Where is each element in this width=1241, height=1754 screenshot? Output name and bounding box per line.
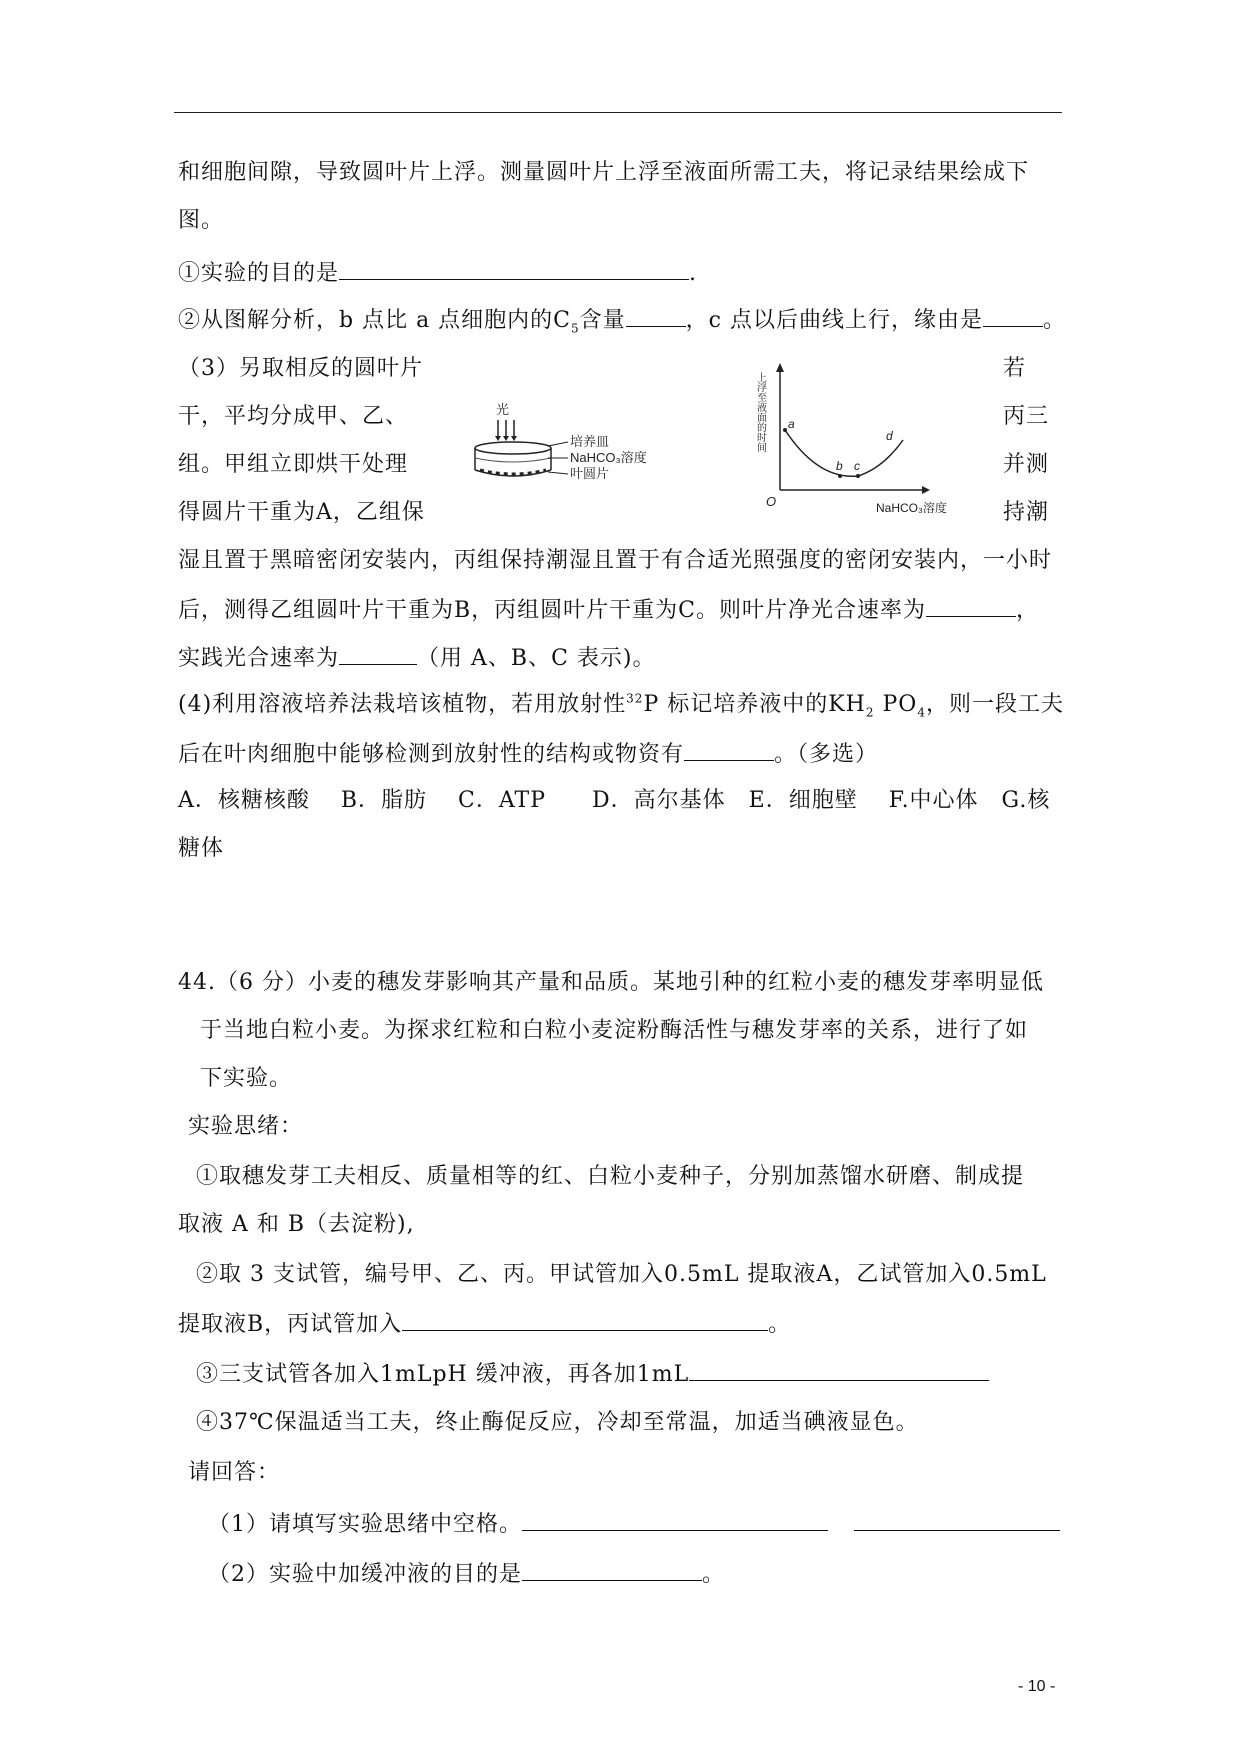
subscript: 2 (865, 705, 875, 720)
paragraph-line: ①取穗发芽工夫相反、质量相等的红、白粒小麦种子，分别加蒸馏水研磨、制成提 (196, 1164, 1025, 1189)
answer-blank[interactable] (626, 304, 686, 327)
paragraph-line: 取液 A 和 B（去淀粉), (178, 1212, 415, 1237)
options-line: A．核糖核酸 B．脂肪 C．ATP D．高尔基体 E．细胞壁 F.中心体 G.核 (178, 788, 1051, 813)
subscript: 4 (917, 705, 926, 720)
page-number: - 10 - (1018, 1678, 1056, 1695)
question-text: PO (874, 692, 918, 717)
subscript: 5 (571, 321, 580, 336)
solution-label: NaHCO₃溶度 (570, 450, 647, 465)
paragraph-line: 下实验。 (200, 1066, 293, 1091)
point-b (838, 474, 842, 478)
answer-blank[interactable] (684, 738, 774, 761)
paragraph-line: （3）另取相反的圆叶片 (178, 356, 423, 381)
question-text: （2）实验中加缓冲液的目的是 (208, 1562, 522, 1587)
question-text: ，c 点以后曲线上行，缘由是 (685, 308, 983, 333)
punct: . (689, 261, 698, 286)
question-text: 。（多选） (774, 742, 879, 767)
point-c (856, 474, 860, 478)
paragraph-line: 组。甲组立即烘干处理 (178, 452, 409, 477)
paragraph-line (208, 1558, 725, 1590)
header-rule (174, 112, 1062, 113)
point-d-label: d (886, 429, 893, 443)
paragraph-line: 干，平均分成甲、乙、 (178, 404, 409, 429)
answer-blank[interactable] (402, 1308, 768, 1331)
answer-blank[interactable] (522, 1558, 702, 1581)
question-text: （用 A、B、C 表示)。 (417, 646, 656, 671)
paragraph-line: ②取 3 支试管，编号甲、乙、丙。甲试管加入0.5mL 提取液A，乙试管加入0.5mL (196, 1262, 1047, 1287)
paragraph-line: 并测 (1003, 452, 1050, 477)
answer-blank[interactable] (339, 642, 417, 665)
question-text: ①实验的目的是 (178, 261, 340, 286)
origin-label: O (766, 494, 777, 509)
answer-blank[interactable] (983, 304, 1043, 327)
solution-level (475, 458, 551, 462)
point-b-label: b (836, 459, 843, 473)
disc-label: 叶圆片 (570, 466, 610, 481)
paragraph-line: 请回答： (188, 1460, 281, 1485)
paragraph-line: 于当地白粒小麦。为探求红粒和白粒小麦淀粉酶活性与穗发芽率的关系，进行了如 (200, 1018, 1029, 1043)
light-label: 光 (496, 402, 510, 417)
paragraph-line: 图。 (178, 208, 225, 233)
question-text: P 标记培养液中的KH (643, 692, 866, 717)
question-1 (178, 257, 697, 289)
question-text: 后，测得乙组圆叶片干重为B，丙组圆叶片干重为C。则叶片净光合速率为 (178, 598, 927, 623)
paragraph-line: 湿且置于黑暗密闭安装内，丙组保持潮湿且置于有合适光照强度的密闭安装内，一小时 (178, 548, 1053, 573)
question-text: 实践光合速率为 (178, 646, 340, 671)
point-a-label: a (788, 417, 795, 431)
point-a (783, 428, 787, 432)
paragraph-line (196, 1358, 989, 1390)
paragraph-line (178, 738, 878, 770)
paragraph-line (178, 594, 1039, 626)
answer-blank[interactable] (689, 1358, 989, 1381)
punct: 。 (1043, 308, 1067, 333)
point-c-label: c (854, 459, 860, 473)
y-axis-label: 上浮至液面的时间 (754, 372, 766, 452)
paragraph-line: 若 (1003, 356, 1027, 381)
question-2 (178, 304, 1066, 336)
float-time-graph (754, 360, 958, 520)
punct: 。 (768, 1312, 792, 1337)
leaf-discs (480, 470, 546, 474)
apparatus-figure (468, 400, 668, 500)
question-text: 含量 (579, 308, 626, 333)
paragraph-line (178, 690, 1064, 720)
paragraph-line: 44.（6 分）小麦的穗发芽影响其产量和品质。某地引种的红粒小麦的穗发芽率明显低 (178, 970, 1044, 995)
paragraph-line (178, 642, 655, 674)
paragraph-line: ④37℃保温适当工夫，终止酶促反应，冷却至常温，加适当碘液显色。 (196, 1410, 919, 1435)
paragraph-line: 得圆片干重为A，乙组保 (178, 500, 425, 525)
x-axis-label: NaHCO₃溶度 (876, 501, 947, 515)
paragraph-line: 持潮 (1003, 500, 1050, 525)
dish-rim (475, 442, 551, 454)
paragraph-line: 和细胞间隙，导致圆叶片上浮。测量圆叶片上浮至液面所需工夫，将记录结果绘成下 (178, 160, 1030, 185)
answer-blank[interactable] (522, 1508, 828, 1531)
paragraph-line: 实验思绪： (188, 1114, 304, 1139)
options-line: 糖体 (178, 836, 225, 861)
question-text: (4)利用溶液培养法栽培该植物，若用放射性 (178, 692, 627, 717)
question-text: （1）请填写实验思绪中空格。 (208, 1512, 522, 1537)
question-text: ②从图解分析，b 点比 a 点细胞内的C (178, 308, 572, 333)
paragraph-line (178, 1308, 791, 1340)
dish-label: 培养皿 (570, 434, 610, 449)
answer-blank[interactable] (926, 594, 1016, 617)
punct: 。 (702, 1562, 726, 1587)
answer-blank[interactable] (339, 257, 689, 280)
punct: ， (1016, 598, 1040, 623)
question-text: ③三支试管各加入1mLpH 缓冲液，再各加1mL (196, 1362, 690, 1387)
question-text: ，则一段工夫 (926, 692, 1065, 717)
paragraph-line (208, 1508, 1060, 1540)
paragraph-line: 丙三 (1003, 404, 1050, 429)
question-text: 提取液B，丙试管加入 (178, 1312, 403, 1337)
superscript: 32 (626, 691, 644, 706)
answer-blank[interactable] (854, 1508, 1060, 1531)
question-text: 后在叶肉细胞中能够检测到放射性的结构或物资有 (178, 742, 685, 767)
